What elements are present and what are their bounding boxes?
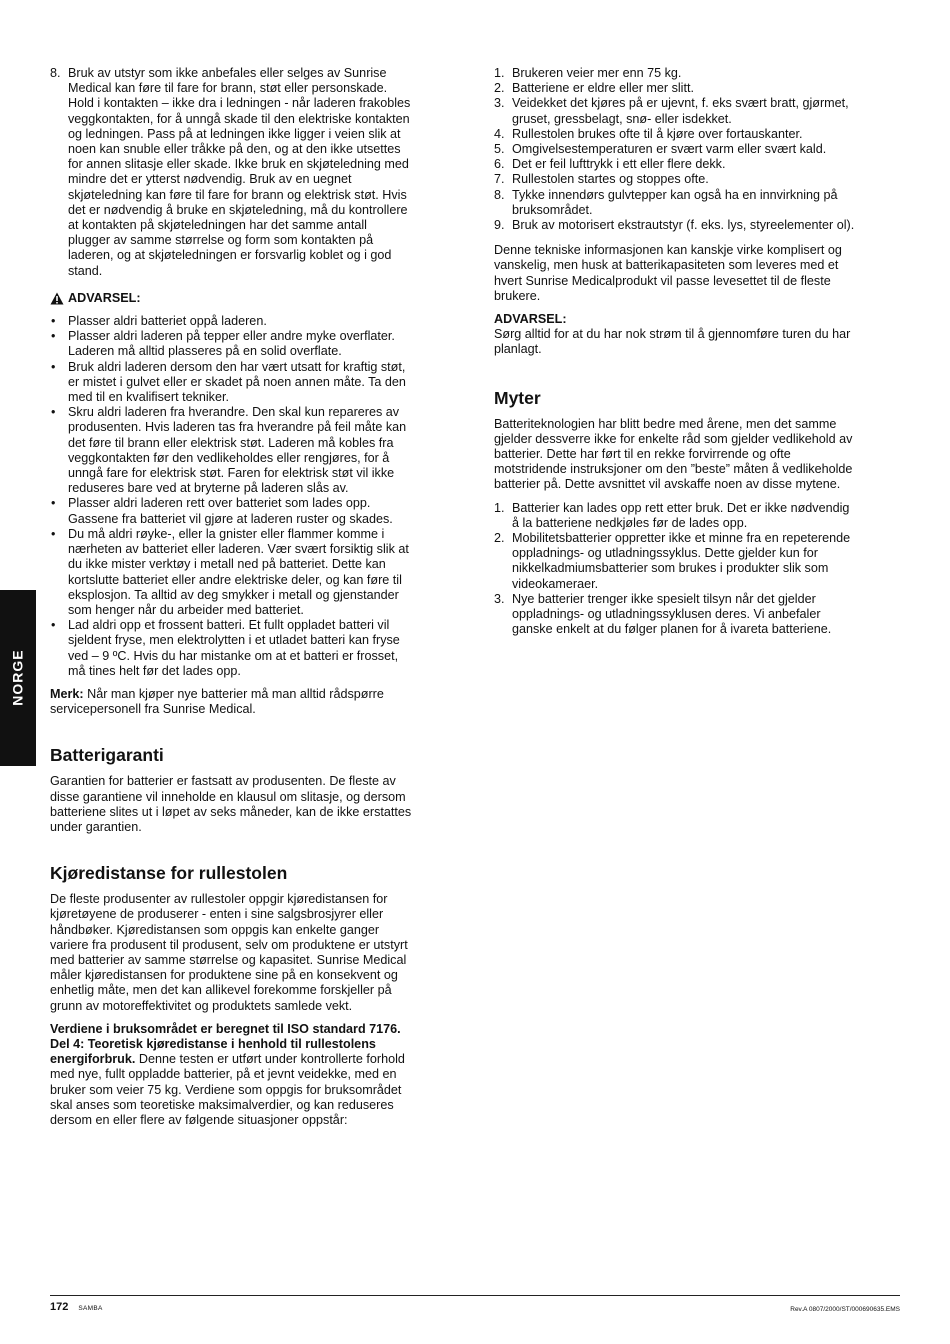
list-item: 3. Nye batterier trenger ikke spesielt tilsyn når det gjelder oppladnings- og utladningssyklusen deres. Vi anbefaler ganske enkelt at du følger planen for å ivareta batteriene. bbox=[494, 591, 832, 637]
heading-range: Kjøredistanse for rullestolen bbox=[50, 863, 288, 884]
list-item: 2. Batteriene er eldre eller mer slitt. bbox=[494, 81, 694, 96]
list-item: • Du må aldri røyke-, eller la gnister eller flammer komme i nærheten av batteriet eller laderen. Vær svært forsiktig slik at du ikke mister verktøy i metall ned på batteriet. Dette kan kortslutte batteriet eller andre elektriske deler, og kan føre til eksplosjon. Ta alltid av deg smykker i metall og gjenstander som henger når du arbeider med batteriet. bbox=[50, 527, 412, 618]
list-item: • Plasser aldri laderen på tepper eller andre myke overflater. Laderen må alltid plasseres på en solid overflate. bbox=[50, 329, 412, 359]
footer-left bbox=[50, 1300, 103, 1316]
page-number: 172 bbox=[50, 1301, 69, 1313]
charger-rule-list bbox=[50, 66, 412, 279]
list-item: 6. Det er feil lufttrykk i ett eller flere dekk. bbox=[494, 157, 726, 172]
list-item: 9. Bruk av motorisert ekstrautstyr (f. eks. lys, styreelementer ol). bbox=[494, 218, 855, 233]
list-item: 8. Tykke innendørs gulvtepper kan også ha en innvirkning på bruksområdet. bbox=[494, 187, 838, 217]
list-item: • Skru aldri laderen fra hverandre. Den skal kun repareres av produsenten. Hvis laderen tas fra hverandre på feil måte kan det føre til brann eller elektrisk støt. Laderen må kobles fra veggkontakten før den vedlikeholdes eller rengjøres, for å unngå fare for elektrisk støt. Faren for elektrisk støt vil ikke reduseres bare ved at bryterne på laderen slås av. bbox=[50, 405, 412, 496]
myths-paragraph: Batteriteknologien har blitt bedre med årene, men det samme gjelder dessverre ikke for enkelte råd som gjelder vedlikehold av batterier. Dette har ført til en rekke forvirrende og ofte motstridende instruksjoner om den ”beste” måten å vedlikeholde batterier på. Dette avsnittet vil avskaffe noen av disse mytene. bbox=[494, 416, 853, 492]
note-paragraph: Merk: Når man kjøper nye batterier må man alltid rådspørre servicepersonell fra Sunrise Medical. bbox=[50, 686, 384, 717]
myths-list bbox=[494, 501, 856, 638]
list-item: • Bruk aldri laderen dersom den har vært utsatt for kraftig støt, er mistet i gulvet eller er skadet på noen annen måte. Ta den med til en kvalifisert tekniker. bbox=[50, 360, 412, 406]
list-item: 1. Batterier kan lades opp rett etter bruk. Det er ikke nødvendig å la batteriene nedkjøles før de lades opp. bbox=[494, 500, 850, 530]
list-item: 2. Mobilitetsbatterier oppretter ikke et minne fra en repeterende oppladnings- og utladningssyklus. Dette gjelder kun for nikkelkadmiumsbatterier som brukes i produkter slik som videokameraer. bbox=[494, 531, 851, 591]
list-item: 1. Brukeren veier mer enn 75 kg. bbox=[494, 66, 682, 80]
warning-triangle-icon bbox=[50, 292, 64, 305]
list-item: 8. Bruk av utstyr som ikke anbefales eller selges av Sunrise Medical kan føre til fare for brann, støt eller personskade. Hold i kontakten – ikke dra i ledningen - når laderen frakobles veggkontakten, for å unngå skade til den elektriske kontakten og ledningen. Pass på at ledningen ikke ligger i veien slik at noen kan snuble eller tråkke på den, og at den ikke utsettes for annen slitasje eller skade. Ikke bruk en skjøteledning med mindre det er ytterst nødvendig. Bruk av en uegnet skjøteledning kan føre til fare for brann og elektrisk støt. Hvis det er nødvendig å bruke en skjøteledning, må du kontrollere at kontakten på skjøteledningen har det samme antall plugger av samme størrelse og form som kontakten på laderen, og at skjøteledningen er forsvarlig koblet og i god stand. bbox=[50, 66, 411, 278]
right-column bbox=[494, 66, 856, 646]
product-name: SAMBA bbox=[78, 1305, 103, 1312]
footer-divider bbox=[50, 1295, 900, 1296]
language-tab bbox=[0, 590, 36, 766]
list-item: • Lad aldri opp et frossent batteri. Et fullt oppladet batteri vil sjeldent fryse, men elektrolytten i et utladet batteri kan fryse ved – 9 ºC. Hvis du har mistanke om at et batteri er frosset, må tines helt før det lades opp. bbox=[50, 618, 412, 679]
tech-paragraph: Denne tekniske informasjonen kan kanskje virke komplisert og vanskelig, men husk at batterikapasiteten som leveres med et hvert Sunrise Medicalprodukt vil passe levesettet til de fleste brukere. bbox=[494, 243, 842, 303]
conditions-list bbox=[494, 66, 856, 233]
list-item: 4. Rullestolen brukes ofte til å kjøre over fortauskanter. bbox=[494, 126, 803, 141]
warning-paragraph: ADVARSEL: Sørg alltid for at du har nok strøm til å gjennomføre turen du har planlagt. bbox=[494, 312, 851, 357]
list-item: 7. Rullestolen startes og stoppes ofte. bbox=[494, 172, 709, 187]
warranty-paragraph: Garantien for batterier er fastsatt av produsenten. De fleste av disse garantiene vil inneholde en klausul om slitasje, og dersom batteriene slites ut i løpet av seks måneder, kan de ikke erstattes under garantien. bbox=[50, 774, 412, 834]
list-item: 5. Omgivelsestemperaturen er svært varm eller svært kald. bbox=[494, 142, 827, 157]
warning-bullet-list bbox=[50, 314, 412, 679]
heading-warranty: Batterigaranti bbox=[50, 745, 164, 766]
iso-paragraph: Verdiene i bruksområdet er beregnet til ISO standard 7176. Del 4: Teoretisk kjøredistanse i henhold til rullestolens energiforbruk. Denne testen er utført under kontrollerte forhold med nye, fullt oppladde batterier, på et jevnt veidekke, med en bruker som veier 75 kg. Verdiene som oppgis for bruksområdet skal anses som teoretiske maksimalverdier, og kan reduseres dersom en eller flere av følgende situasjoner oppstår: bbox=[50, 1021, 405, 1127]
list-item: • Plasser aldri laderen rett over batteriet som lades opp. Gassene fra batteriet vil gjøre at laderen ruster og skades. bbox=[50, 496, 412, 526]
heading-myths: Myter bbox=[494, 387, 541, 408]
list-item: • Plasser aldri batteriet oppå laderen. bbox=[50, 314, 412, 329]
warning-heading: ADVARSEL: bbox=[50, 291, 412, 306]
range-paragraph: De fleste produsenter av rullestoler oppgir kjøredistansen for kjøretøyene de produserer - enten i sine salgsbrosjyrer eller håndbøker. Kjøredistansen som oppgis kan enkelte ganger variere fra produsent til produsent, selv om produktene er utstyrt med batterier av samme størrelse og kapasitet. Sunrise Medical måler kjøredistansen for produktene sine på en konsekvent og enhetlig måte, men det kan allikevel forekomme forskjeller på grunn av motoreffektivitet og produktets samlede vekt. bbox=[50, 892, 408, 1013]
revision-code: Rev.A 0807/2000/ST/000690635.EMS bbox=[790, 1306, 900, 1313]
list-item: 3. Veidekket det kjøres på er ujevnt, f. eks svært bratt, gjørmet, gruset, gressbelagt, snø- eller isdekket. bbox=[494, 96, 849, 126]
language-tab-label: NORGE bbox=[9, 649, 26, 707]
left-column bbox=[50, 66, 412, 1136]
